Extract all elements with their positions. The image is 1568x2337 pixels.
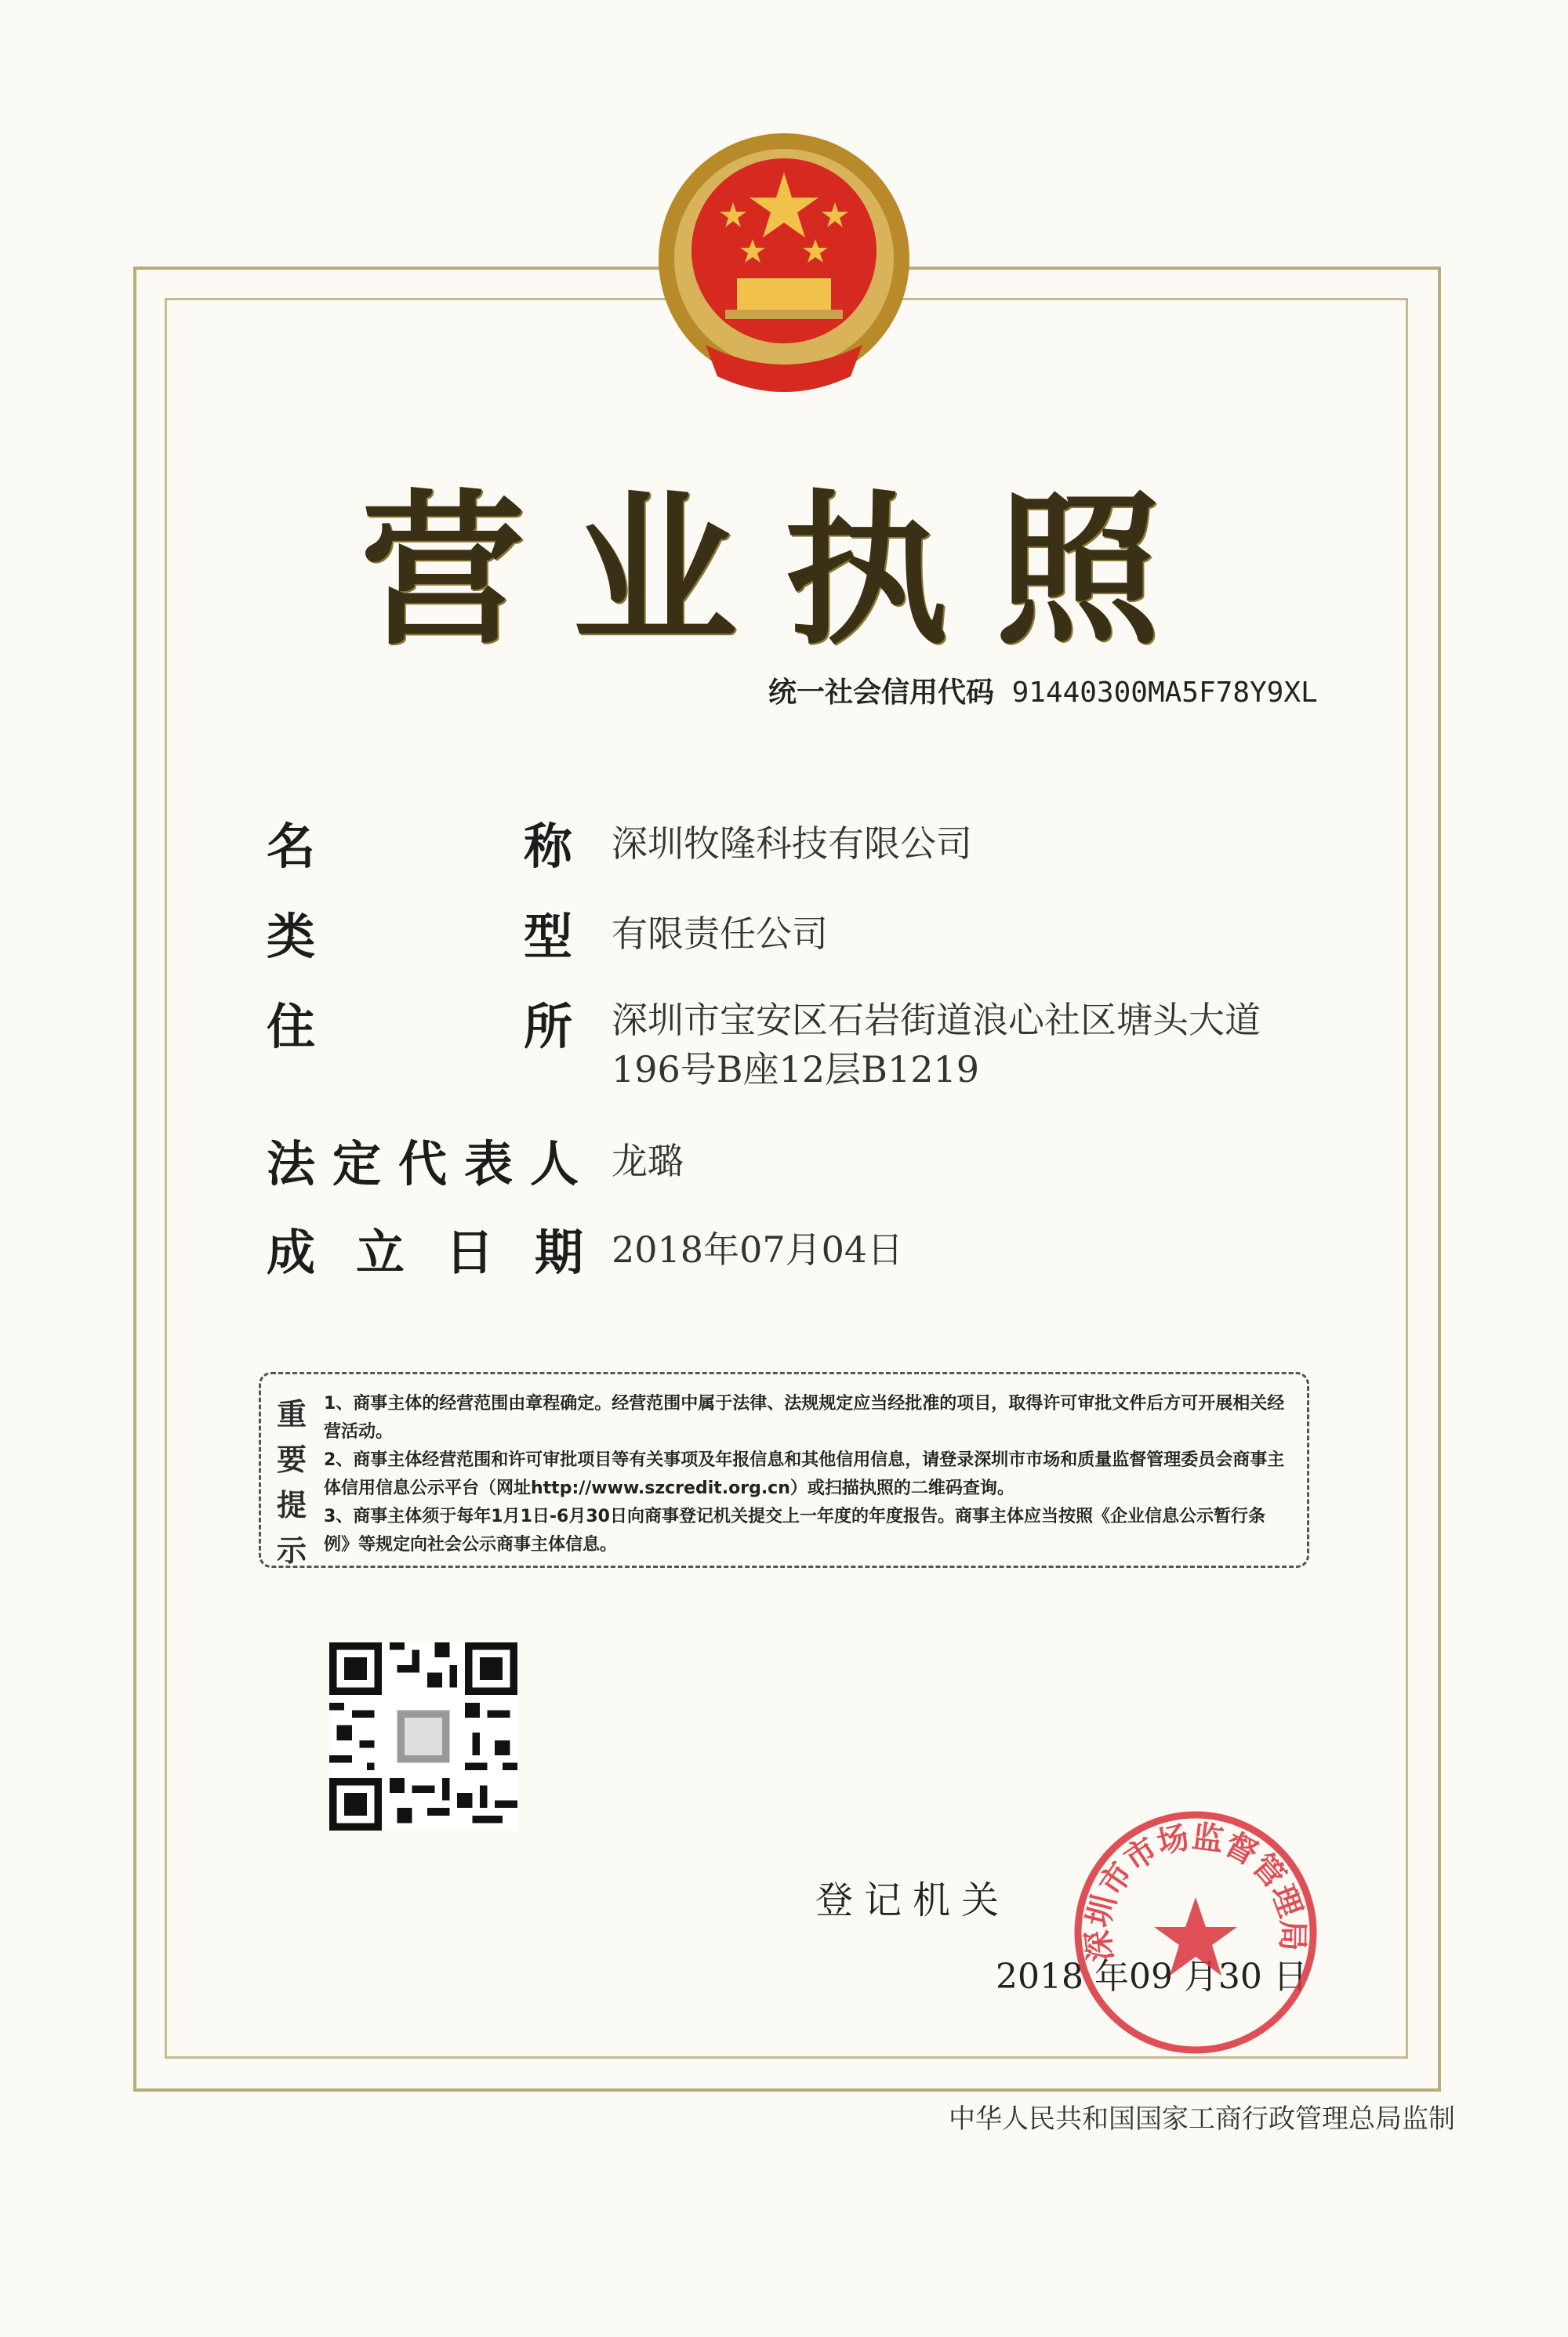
- field-type-label: [267, 898, 572, 967]
- field-label-char: 型: [523, 908, 572, 965]
- field-label-char: 名: [267, 818, 316, 875]
- field-established-label: 成立日期: [267, 1224, 625, 1281]
- field-legal-rep-label: 法定代表人: [267, 1135, 597, 1192]
- registration-date: 2018 年09 月30 日: [996, 1957, 1308, 1997]
- notice-item: 1、商事主体的经营范围由章程确定。经营范围中属于法律、法规规定应当经批准的项目，取得许可审批文件后方可开展相关经营活动。: [324, 1394, 1285, 1442]
- field-address-value-line1: 深圳市宝安区石岩街道浪心社区塘头大道: [612, 999, 1261, 1041]
- registration-authority-label: 登记机关: [815, 1878, 1011, 1922]
- footer-issuer: 中华人民共和国国家工商行政管理总局监制: [949, 2103, 1455, 2135]
- credit-code-value: 91440300MA5F78Y9XL: [1011, 677, 1318, 709]
- field-address-value-line2: 196号B座12层B1219: [612, 1048, 980, 1090]
- official-seal-stamp: [1066, 1803, 1325, 2062]
- field-name-label: [267, 807, 572, 877]
- field-label-char: 称: [523, 818, 572, 875]
- notice-heading-char: 重: [276, 1397, 307, 1432]
- field-name-value: 深圳牧隆科技有限公司: [612, 822, 972, 865]
- important-notice-box: [259, 1372, 1309, 1568]
- notice-heading-char: 示: [276, 1533, 307, 1568]
- notice-item: 3、商事主体须于每年1月1日-6月30日向商事登记机关提交上一年度的年度报告。商事主体应当按照《企业信息公示暂行条例》等规定向社会公示商事主体信息。: [324, 1507, 1265, 1555]
- notice-heading: [272, 1392, 311, 1573]
- field-address-label: [267, 988, 572, 1058]
- field-type-value: 有限责任公司: [612, 913, 828, 955]
- seal-text: 深圳市市场监督管理局: [1080, 1818, 1311, 1964]
- field-legal-rep-value: 龙璐: [612, 1140, 684, 1182]
- field-established-value: 2018年07月04日: [612, 1228, 904, 1271]
- notice-heading-char: 提: [276, 1488, 307, 1522]
- field-label-char: 类: [267, 908, 316, 965]
- document-title: 营业执照: [360, 474, 1207, 667]
- credit-code-label: 统一社会信用代码: [768, 677, 995, 709]
- notice-heading-char: 要: [276, 1442, 307, 1477]
- national-emblem-icon: [651, 125, 917, 408]
- notice-body: [324, 1390, 1288, 1559]
- field-label-char: 所: [523, 998, 572, 1055]
- qr-code-icon[interactable]: [329, 1642, 517, 1831]
- credit-code-line: [768, 670, 1318, 710]
- field-label-char: 住: [267, 998, 316, 1055]
- notice-item: 2、商事主体经营范围和许可审批项目等有关事项及年报信息和其他信用信息，请登录深圳市市场和质量监督管理委员会商事主体信用信息公示平台（网址http://www.szcredit.org.cn）或扫描执照的二维码查询。: [324, 1450, 1285, 1498]
